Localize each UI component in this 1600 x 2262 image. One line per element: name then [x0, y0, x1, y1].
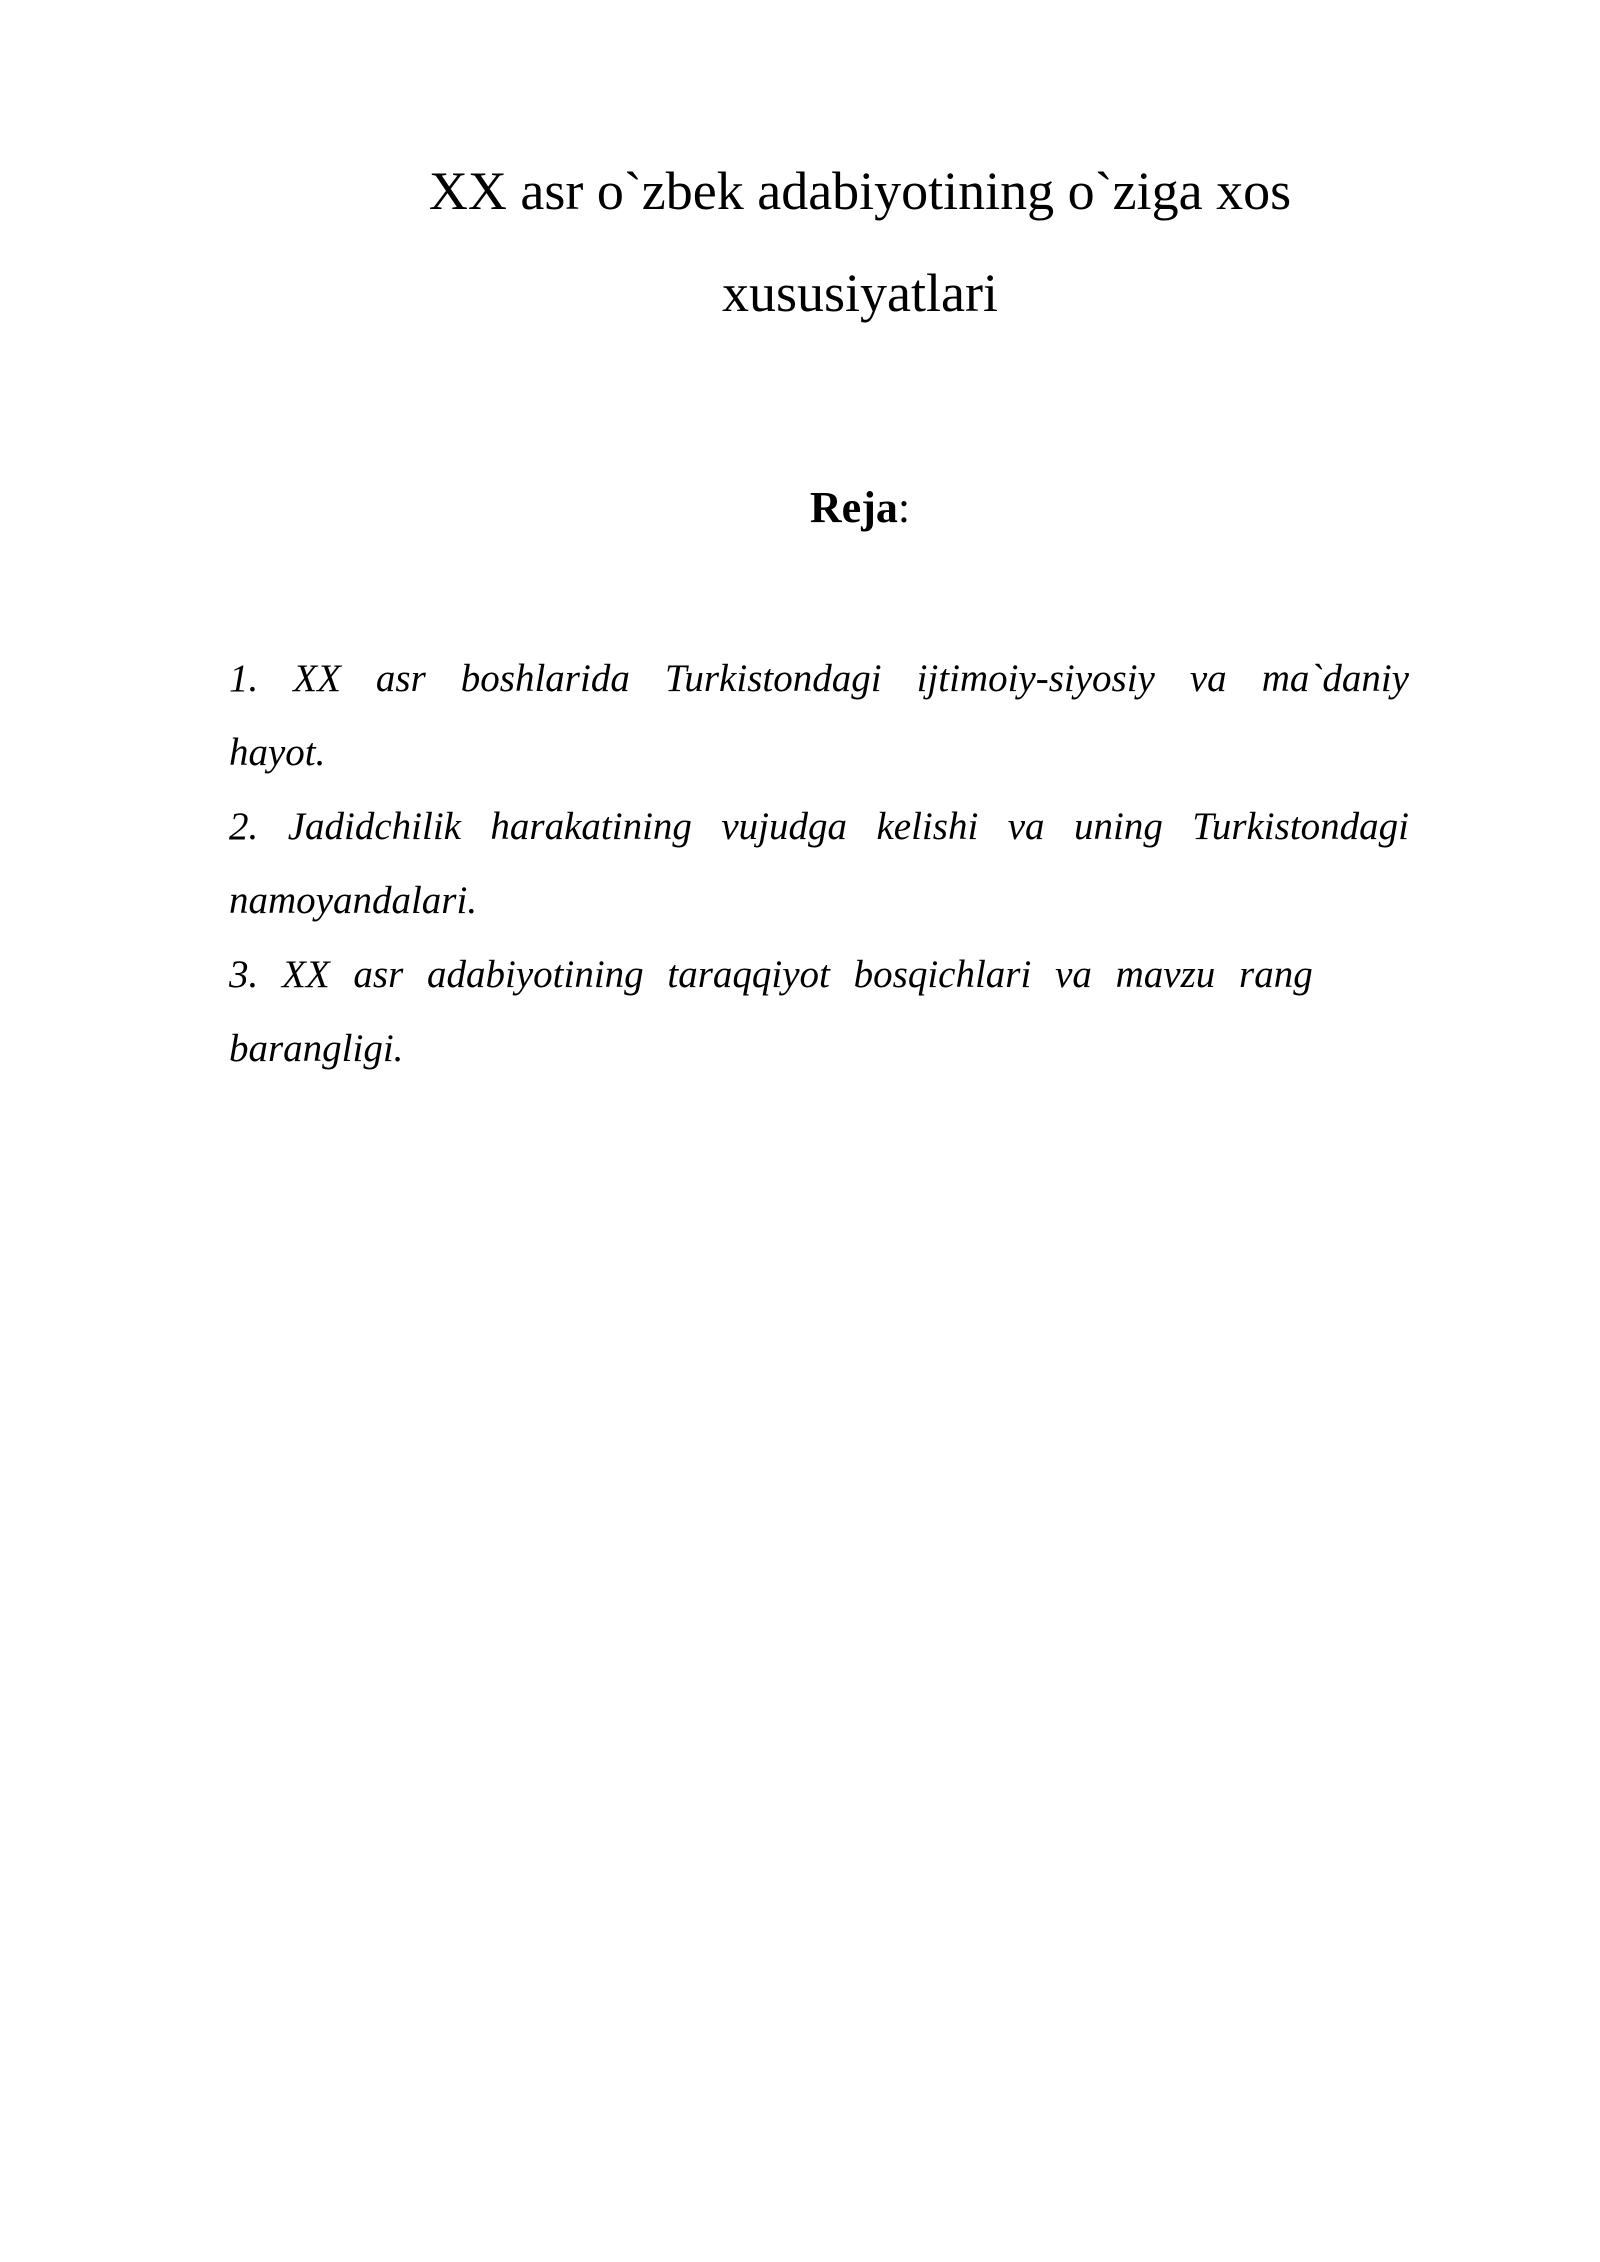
document-title [0, 140, 1600, 344]
plan-colon: : [897, 483, 911, 532]
plan-list [229, 642, 1409, 1086]
plan-heading [0, 478, 1600, 538]
title-line-2: xususiyatlari [722, 263, 998, 323]
plan-item-3: 3. XX asr adabiyotining taraqqiyot bosqichlari va mavzu rang barangligi. [229, 953, 1313, 1070]
plan-label: Reja [809, 483, 898, 532]
plan-item-1: 1. XX asr boshlarida Turkistondagi ijtimoiy-siyosiy va ma`daniy hayot. [229, 657, 1409, 774]
plan-item-2: 2. Jadidchilik harakatining vujudga kelishi va uning Turkistondagi namoyandalari. [229, 805, 1409, 922]
title-line-1: XX asr o`zbek adabiyotining o`ziga xos [428, 161, 1292, 221]
